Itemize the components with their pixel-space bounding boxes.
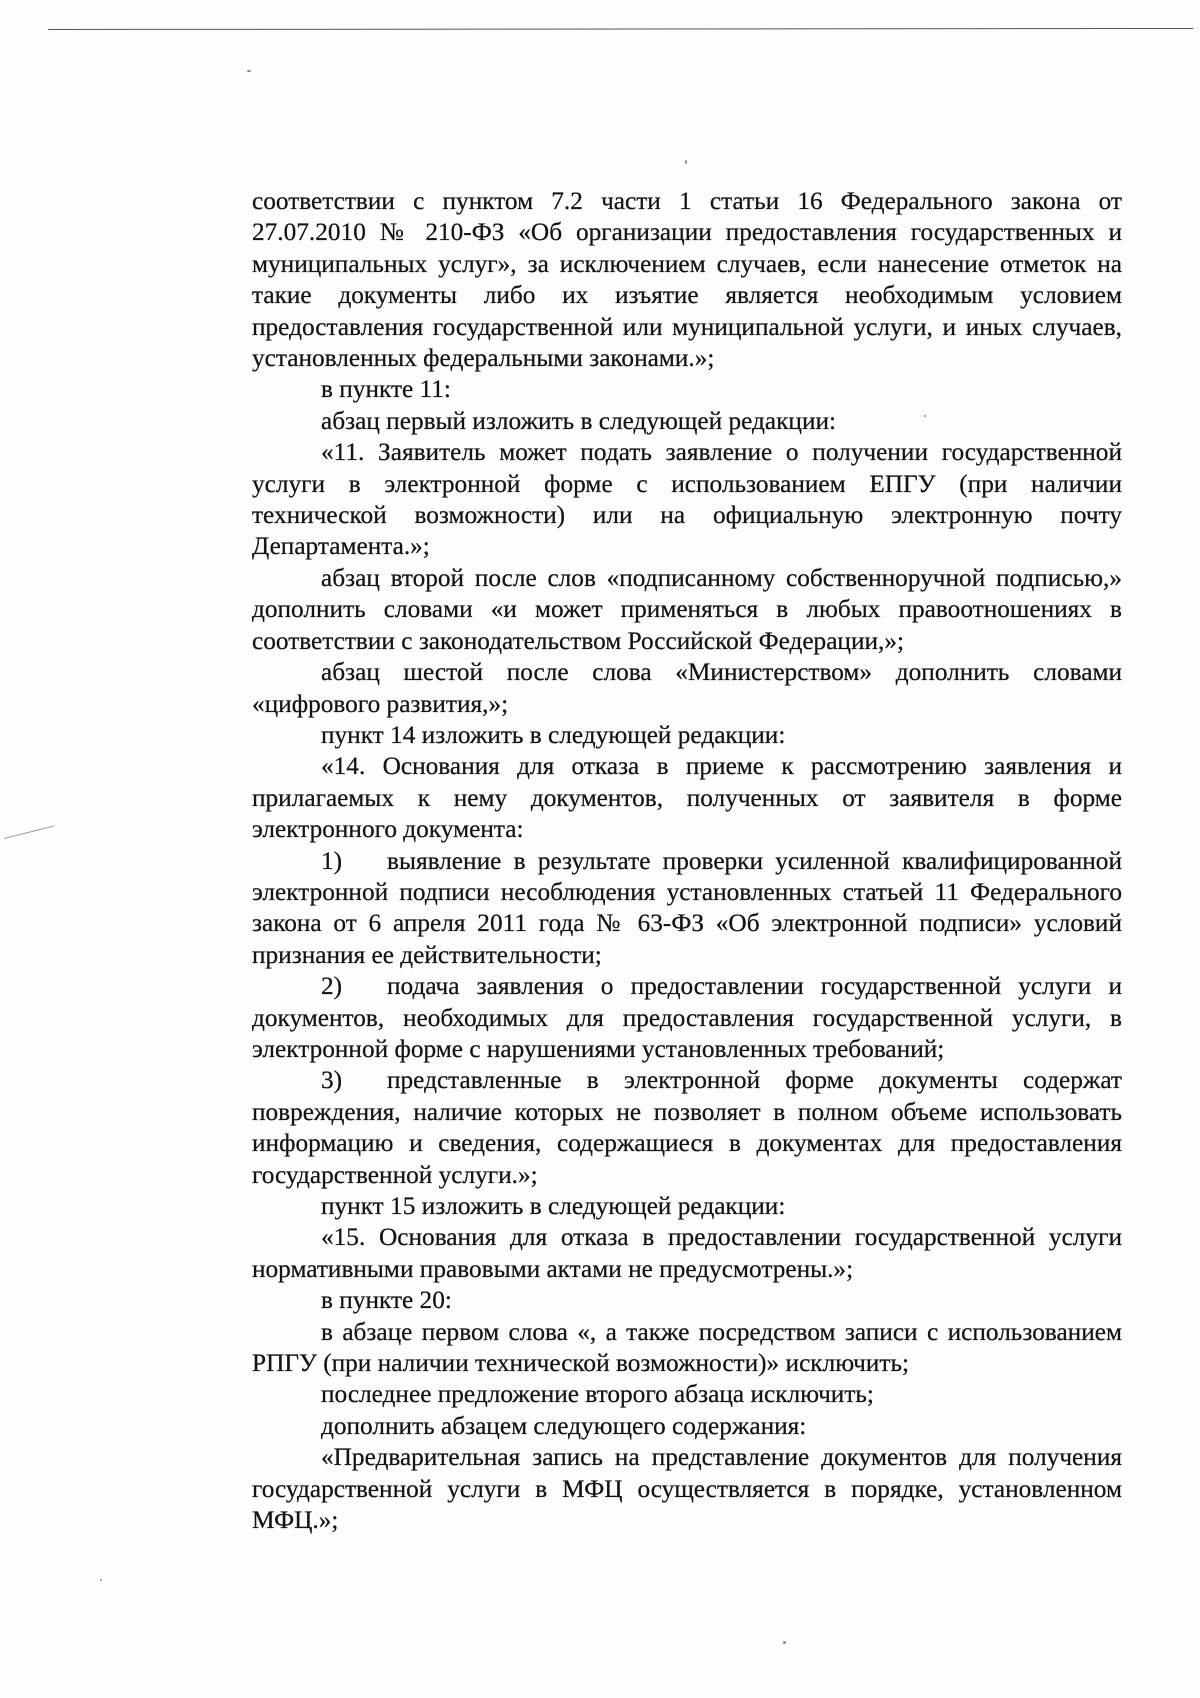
paragraph: «15. Основания для отказа в предоставлении государственной услуги нормативными правовыми актами не предусмотрены.»; (252, 1223, 1122, 1283)
paragraph: в пункте 11: (321, 375, 451, 404)
paragraph: абзац первый изложить в следующей редакции: (321, 406, 837, 435)
numbered-item (252, 971, 1122, 1065)
paragraph: последнее предложение второго абзаца исключить; (321, 1380, 874, 1409)
item-number: 1) (321, 846, 343, 875)
paragraph: «14. Основания для отказа в приеме к рассмотрению заявления и прилагаемых к нему документов, полученных от заявителя в форме электронного документа: (252, 752, 1122, 844)
paragraph: в абзаце первом слова «, а также посредством записи с использованием РПГУ (при наличии технической возможности)» исключить; (252, 1317, 1122, 1378)
scan-speck (685, 160, 687, 164)
scan-margin-mark (4, 825, 55, 839)
paragraph: дополнить абзацем следующего содержания: (321, 1411, 807, 1440)
numbered-item (252, 1065, 1122, 1191)
document-body (252, 186, 1122, 1536)
scan-top-edge-line (48, 28, 1193, 30)
paragraph: «11. Заявитель может подать заявление о получении государственной услуги в электронной форме с использованием ЕПГУ (при наличии технической возможности) или на официальную электронную почту Департамента.»; (252, 438, 1122, 561)
paragraph: абзац шестой после слова «Министерством» дополнить словами «цифрового развития,»; (252, 658, 1122, 718)
paragraph: абзац второй после слов «подписанному собственноручной подписью,» дополнить словами «и может применяться в любых правоотношениях в соответствии с законодательством Российской Федерации,»; (252, 563, 1122, 655)
scan-speck (247, 70, 251, 72)
item-number: 3) (321, 1066, 343, 1095)
item-text: выявление в результате проверки усиленной квалифицированной электронной подписи несоблюдения установленных статьей 11 Федерального закона от 6 апреля 2011 года № 63-ФЗ «Об электронной подписи» условий признания ее действительности; (252, 846, 1122, 969)
paragraph: пункт 15 изложить в следующей редакции: (321, 1192, 786, 1220)
item-number: 2) (321, 972, 343, 1001)
item-text: подача заявления о предоставлении государственной услуги и документов, необходимых для предоставления государственной услуги, в электронной форме с нарушениями установленных требований; (252, 972, 1122, 1063)
paragraph: в пункте 20: (321, 1286, 452, 1315)
paragraph: пункт 14 изложить в следующей редакции: (321, 720, 786, 749)
scan-speck (100, 1579, 102, 1581)
item-text: представленные в электронной форме документы содержат повреждения, наличие которых не позволяет в полном объеме использовать информацию и сведения, содержащиеся в документах для предоставления государственной услуги.»; (252, 1066, 1122, 1189)
numbered-item (252, 846, 1122, 972)
paragraph: «Предварительная запись на представление документов для получения государственной услуги в МФЦ осуществляется в порядке, установленном МФЦ.»; (252, 1443, 1122, 1535)
paragraph: соответствии с пунктом 7.2 части 1 статьи 16 Федерального закона от 27.07.2010 № 210-ФЗ «Об организации предоставления государственных и муниципальных услуг», за исключением случаев, если нанесение отметок на такие документы либо их изъятие является необходимым условием предоставления государственной или муниципальной услуги, и иных случаев, установленных федеральными законами.»; (252, 187, 1122, 373)
scan-speck (783, 1641, 786, 1644)
